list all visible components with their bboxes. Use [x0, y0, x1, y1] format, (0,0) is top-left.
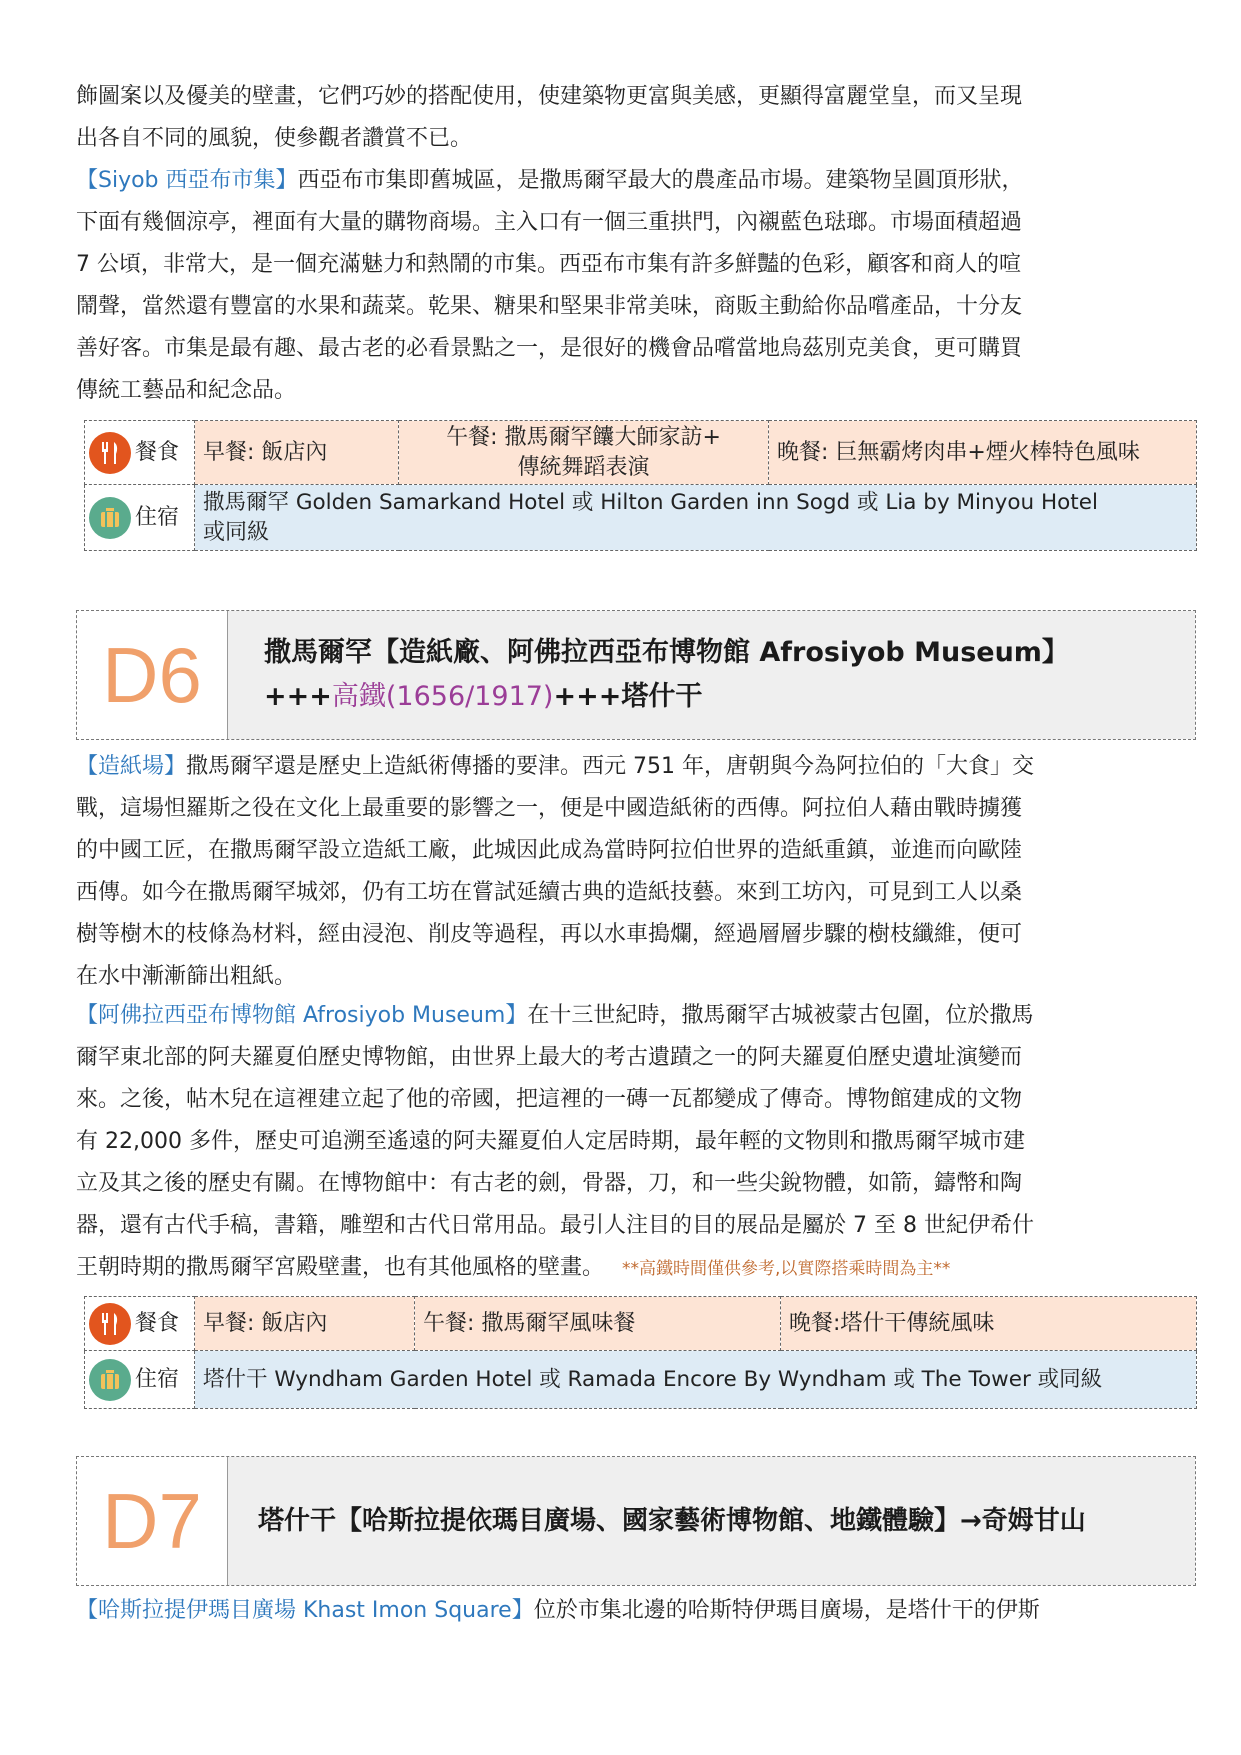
- d6-day-header: [76, 610, 1196, 740]
- meal-label-cell: [85, 1297, 195, 1351]
- hotel-line: 撒馬爾罕 Golden Samarkand Hotel 或 Hilton Garden inn Sogd 或 Lia by Minyou Hotel: [203, 489, 1098, 515]
- siyob-paragraph: [76, 160, 1156, 412]
- meal-label-cell: [85, 421, 195, 485]
- text-line: 善好客。市集是最有趣、最古老的必看景點之一，是很好的機會品嚐當地烏茲別克美食，更可購買: [76, 336, 1023, 361]
- stay-label: 住宿: [135, 1366, 180, 1392]
- text-line: 飾圖案以及優美的壁畫，它們巧妙的搭配使用，使建築物更富與美感，更顯得富麗堂皇，而又呈現: [76, 84, 1023, 109]
- day-title-line: 撒馬爾罕【造紙廠、阿佛拉西亞布博物館 Afrosiyob Museum】: [264, 637, 1069, 668]
- lunch-line: 傳統舞蹈表演: [517, 454, 650, 480]
- khast-imon-heading: 【哈斯拉提伊瑪目廣場 Khast Imon Square】: [76, 1598, 534, 1623]
- text-line: 來。之後，帖木兒在這裡建立起了他的帝國，把這裡的一磚一瓦都變成了傳奇。博物館建成的文物: [76, 1087, 1023, 1112]
- paper-mill-heading: 【造紙場】: [76, 754, 187, 779]
- lunch-cell: 午餐: 撒馬爾罕風味餐: [415, 1297, 781, 1351]
- text-line: 王朝時期的撒馬爾罕宮殿壁畫，也有其他風格的壁畫。: [76, 1255, 605, 1280]
- day-number: D7: [77, 1457, 228, 1585]
- luggage-icon: [89, 497, 131, 539]
- luggage-icon: [89, 1359, 131, 1401]
- text-line: 樹等樹木的枝條為材料，經由浸泡、削皮等過程，再以水車搗爛，經過層層步驟的樹枝纖維，便可: [76, 922, 1023, 947]
- breakfast-cell: 早餐: 飯店內: [195, 421, 399, 485]
- text-line: 立及其之後的歷史有關。在博物館中：有古老的劍，骨器，刀，和一些尖銳物體，如箭，鑄幣和陶: [76, 1171, 1023, 1196]
- lunch-cell: [399, 421, 769, 485]
- text-line: 鬧聲，當然還有豐富的水果和蔬菜。乾果、糖果和堅果非常美味，商販主動給你品嚐產品，十分友: [76, 294, 1023, 319]
- day-title: [228, 611, 1195, 739]
- utensils-icon: [89, 1303, 131, 1345]
- meal-label: 餐食: [135, 439, 180, 465]
- museum-first-text: 在十三世紀時，撒馬爾罕古城被蒙古包圍，位於撒馬: [527, 1003, 1034, 1028]
- meal-label: 餐食: [135, 1310, 180, 1336]
- text-line: 傳統工藝品和紀念品。: [76, 378, 297, 403]
- museum-heading: 【阿佛拉西亞布博物館 Afrosiyob Museum】: [76, 1003, 528, 1028]
- siyob-heading: 【Siyob 西亞布市集】: [76, 168, 298, 193]
- text-line: 的中國工匠，在撒馬爾罕設立造紙工廠，此城因此成為當時阿拉伯世界的造紙重鎮，並進而向歐陸: [76, 838, 1023, 863]
- khast-imon-paragraph: [76, 1590, 1156, 1632]
- day-number: D6: [77, 611, 228, 739]
- text-line: 西傳。如今在撒馬爾罕城郊，仍有工坊在嘗試延續古典的造紙技藝。來到工坊內，可見到工人以桑: [76, 880, 1023, 905]
- paper-mill-paragraph: [76, 746, 1156, 998]
- dinner-cell: 晚餐: 巨無霸烤肉串+煙火棒特色風味: [769, 421, 1197, 485]
- d5-meal-table: [84, 420, 1197, 551]
- day-title-line: 塔什干【哈斯拉提依瑪目廣場、國家藝術博物館、地鐵體驗】→奇姆甘山: [258, 1506, 1086, 1536]
- stay-label-cell: [85, 1351, 195, 1409]
- lunch-line: 午餐: 撒馬爾罕饢大師家訪+: [446, 424, 721, 450]
- stay-label-cell: [85, 485, 195, 551]
- hotel-line: 或同級: [203, 519, 270, 545]
- text-line: 爾罕東北部的阿夫羅夏伯歷史博物館，由世界上最大的考古遺蹟之一的阿夫羅夏伯歷史遺址演變而: [76, 1045, 1023, 1070]
- intro-paragraph: [76, 76, 1156, 160]
- hotel-cell: [195, 485, 1197, 551]
- train-time-note: **高鐵時間僅供參考,以實際搭乘時間為主**: [622, 1259, 951, 1279]
- text-line: 7 公頃，非常大，是一個充滿魅力和熱鬧的市集。西亞布市集有許多鮮豔的色彩，顧客和商人的喧: [76, 252, 1021, 277]
- khast-first-text: 位於市集北邊的哈斯特伊瑪目廣場，是塔什干的伊斯: [533, 1598, 1040, 1623]
- museum-paragraph: [76, 995, 1156, 1290]
- breakfast-cell: 早餐: 飯店內: [195, 1297, 415, 1351]
- train-info: 高鐵(1656/1917): [331, 681, 554, 712]
- text-line: 下面有幾個涼亭，裡面有大量的購物商場。主入口有一個三重拱門，內襯藍色琺瑯。市場面積超過: [76, 210, 1023, 235]
- text-line: 器，還有古代手稿，書籍，雕塑和古代日常用品。最引人注目的目的展品是屬於 7 至 8 世紀伊希什: [76, 1213, 1034, 1238]
- d6-meal-table: [84, 1296, 1197, 1409]
- text-line: 戰，這場怛羅斯之役在文化上最重要的影響之一，便是中國造紙術的西傳。阿拉伯人藉由戰時擄獲: [76, 796, 1023, 821]
- d7-day-header: [76, 1456, 1196, 1586]
- day-title-line: +++高鐵(1656/1917)+++塔什干: [264, 681, 703, 712]
- dinner-cell: 晚餐:塔什干傳統風味: [781, 1297, 1197, 1351]
- stay-label: 住宿: [135, 504, 180, 530]
- paper-first-text: 撒馬爾罕還是歷史上造紙術傳播的要津。西元 751 年，唐朝與今為阿拉伯的「大食」交: [186, 754, 1034, 779]
- text-line: 出各自不同的風貌，使參觀者讚賞不已。: [76, 126, 473, 151]
- text-line: 在水中漸漸篩出粗紙。: [76, 964, 297, 989]
- siyob-first-text: 西亞布市集即舊城區，是撒馬爾罕最大的農產品市場。建築物呈圓頂形狀，: [297, 168, 1024, 193]
- hotel-cell: 塔什干 Wyndham Garden Hotel 或 Ramada Encore By Wyndham 或 The Tower 或同級: [195, 1351, 1197, 1409]
- day-title: [228, 1457, 1195, 1585]
- text-line: 有 22,000 多件，歷史可追溯至遙遠的阿夫羅夏伯人定居時期，最年輕的文物則和撒馬爾罕城市建: [76, 1129, 1025, 1154]
- utensils-icon: [89, 432, 131, 474]
